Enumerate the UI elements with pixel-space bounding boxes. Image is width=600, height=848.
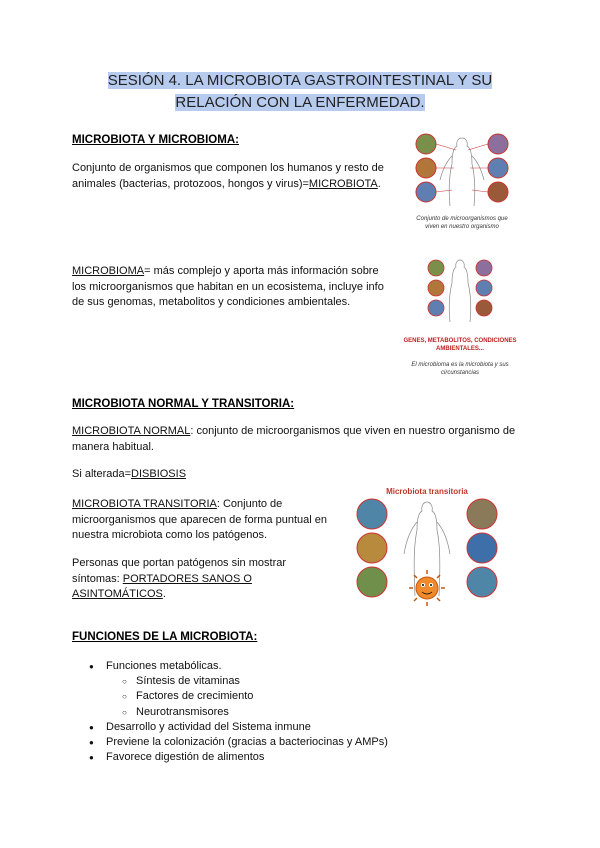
microbioma-term: MICROBIOMA — [72, 265, 145, 277]
microbiota-normal-definition: MICROBIOTA NORMAL: conjunto de microorganismos que viven en nuestro organismo de manera habitual. — [72, 425, 516, 453]
microbiota-figure-caption: Conjunto de microorganismos que viven en nuestro organismo — [416, 216, 508, 230]
section-heading-funciones: FUNCIONES DE LA MICROBIOTA: — [72, 631, 258, 643]
list-item-digestion: ● Favorece digestión de alimentos — [86, 750, 526, 765]
microbioma-figure-caption: El microbioma es la microbiota y sus circunstancias — [411, 362, 509, 376]
section-heading-microbiota-microbioma: MICROBIOTA Y MICROBIOMA: — [72, 134, 239, 146]
funciones-list — [86, 659, 526, 765]
microbiota-illustration — [412, 132, 512, 210]
title-line-2: RELACIÓN CON LA ENFERMEDAD. — [175, 94, 425, 111]
page-title — [70, 70, 530, 114]
sublist-item-vitaminas: ○ Síntesis de vitaminas — [86, 674, 526, 689]
microbiota-transitoria-illustration — [352, 496, 502, 608]
sublist-item-neurotransmisores: ○ Neurotransmisores — [86, 705, 526, 720]
sublist-item-factores-crecimiento: ○ Factores de crecimiento — [86, 689, 526, 704]
disbiosis-term: DISBIOSIS — [131, 468, 187, 480]
carriers-definition: Personas que portan patógenos sin mostrar síntomas: PORTADORES SANOS O ASINTOMÁTICOS. — [72, 557, 287, 600]
microbiota-transitoria-definition: MICROBIOTA TRANSITORIA: Conjunto de microorganismos que aparecen de forma puntual en nuestra microbiota como los patógenos. — [72, 498, 327, 541]
carriers-term: PORTADORES SANOS O ASINTOMÁTICOS — [72, 572, 252, 600]
microbiota-transitoria-figure — [352, 487, 502, 612]
microbioma-illustration — [398, 256, 522, 326]
microbioma-figure — [398, 256, 522, 376]
disbiosis-line: Si alterada=DISBIOSIS — [72, 468, 187, 480]
microbiota-transitoria-term: MICROBIOTA TRANSITORIA — [72, 498, 217, 510]
microbioma-definition: MICROBIOMA= más complejo y aporta más información sobre los microorganismos que habitan en un ecosistema, incluye info de sus genomas, metabolitos y condiciones ambientales. — [72, 265, 384, 308]
microbioma-red-caption: GENES, METABOLITOS, CONDICIONES AMBIENTALES... — [403, 338, 517, 352]
list-item-funciones-metabolicas: ● Funciones metabólicas. ○ Síntesis de vitaminas ○ Factores de crecimiento ○ Neurotransmisores — [86, 659, 526, 720]
section-heading-normal-transitoria: MICROBIOTA NORMAL Y TRANSITORIA: — [72, 398, 295, 410]
microbiota-term: MICROBIOTA — [308, 177, 378, 190]
microbiota-transitoria-figure-title: Microbiota transitoria — [386, 487, 468, 496]
microbiota-figure — [412, 132, 512, 232]
microbiota-normal-term: MICROBIOTA NORMAL — [72, 425, 191, 437]
microbiota-definition: Conjunto de organismos que componen los humanos y resto de animales (bacterias, protozoos, hongos y virus)=MICROBIOTA. — [72, 162, 384, 190]
title-line-1: SESIÓN 4. LA MICROBIOTA GASTROINTESTINAL Y SU — [107, 72, 493, 89]
list-item-colonizacion: ● Previene la colonización (gracias a bacteriocinas y AMPs) — [86, 735, 526, 750]
list-item-sistema-inmune: ● Desarrollo y actividad del Sistema inmune — [86, 720, 526, 735]
